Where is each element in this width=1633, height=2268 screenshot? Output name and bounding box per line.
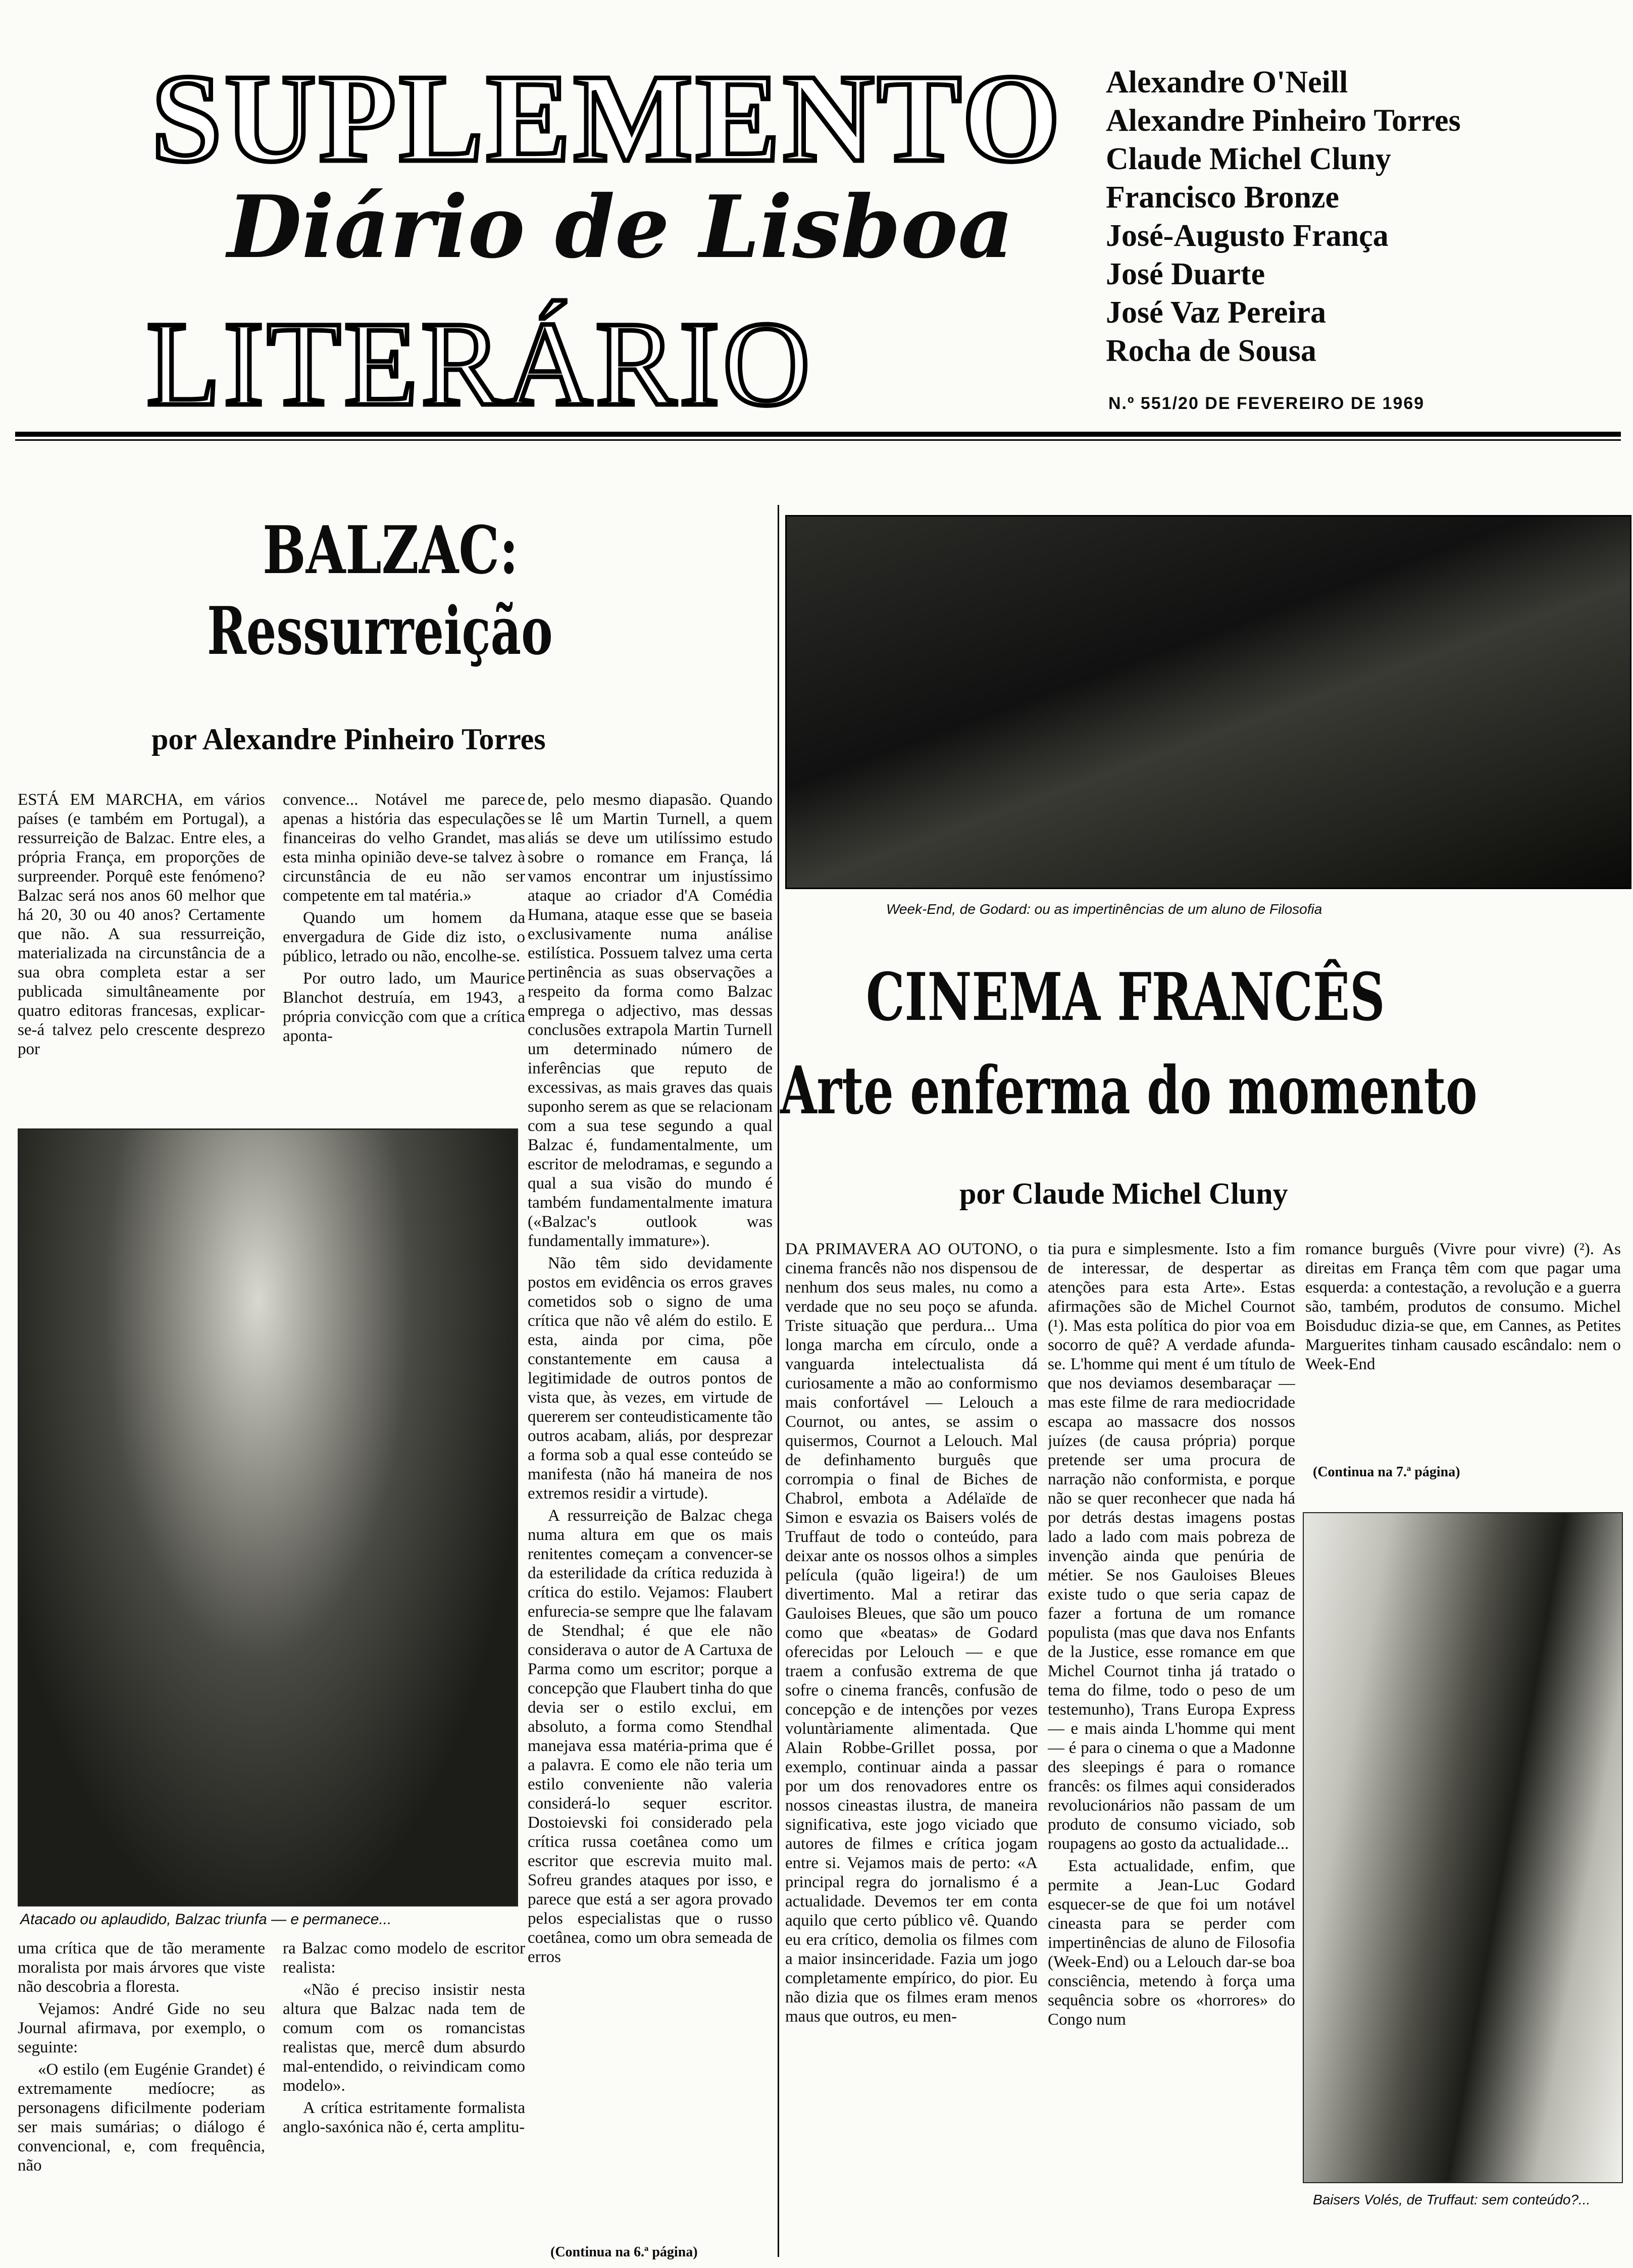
cinema-column-3 [1305,1240,1621,1454]
contributor-name: Alexandre O'Neill [1106,65,1348,99]
column-divider [778,505,779,2257]
cinema-subheadline: Arte enferma do momento [780,1052,1477,1129]
contributor-name: Francisco Bronze [1106,180,1340,215]
paragraph: A crítica estritamente formalista anglo-saxónica não é, certa amplitu- [283,2099,525,2136]
balzac-caricature-photo [18,1128,518,1906]
paragraph: ra Balzac como modelo de escritor realista: [283,1939,525,1977]
contributor-name: José Duarte [1106,257,1265,291]
paragraph: Esta actualidade, enfim, que permite a Jean-Luc Godard esquecer-se de que foi um notável cineasta para se perder com impertinências de aluno de Filosofia (Week-End) ou a Lelouch dar-se boa consciência, metendo à força uma sequência sobre os «horrores» do Congo num [1048,1857,1295,2029]
paragraph: Não têm sido devidamente postos em evidência os erros graves cometidos sob o signo de uma crítica que não vê além do estilo. E esta, ainda por cima, põe constantemente em causa a legitimidade de outros pontos de vista que, às vezes, em virtude de quererem ser conteudisticamente tão outros acabam, aliás, por desprezar a forma sob a qual esse conteúdo se manifesta (não há maneira de nos extremos residir a virtude). [528,1254,773,1503]
paragraph: de, pelo mesmo diapasão. Quando se lê um Martin Turnell, a quem aliás se deve um utilíssimo estudo sobre o romance em França, lá vamos encontrar um injustíssimo ataque ao criador d'A Comédia Humana, ataque esse que se baseia exclusivamente numa análise estilística. Possuem talvez uma certa pertinência as suas observações a respeito da forma como Balzac emprega o adjectivo, mas dessas conclusões extrapola Martin Turnell um determinado número de inferências que reputo de excessivas, as mais graves das quais suponho serem as que se relacionam com a sua tese segundo a qual Balzac é, fundamentalmente, um escritor de melodramas, e segundo a qual a sua visão do mundo é também fundamentalmente imatura («Balzac's outlook was fundamentally immature»). [528,791,773,1250]
contributors-list [1106,63,1621,370]
paragraph: ESTÁ EM MARCHA, em vários países (e também em Portugal), a ressurreição de Balzac. Entre eles, a própria França, em proporções de surpreender. Porquê este fenómeno? Balzac será nos anos 60 melhor que há 20, 30 ou 40 anos? Certamente que não. A sua ressurreição, materializada na circunstância de a sua obra completa estar a ser publicada simultâneamente por quatro editoras francesas, explicar-se-á talvez pelo crescente desprezo por [18,791,265,1058]
balzac-column-3 [528,790,773,2242]
paragraph: Por outro lado, um Maurice Blanchot destruía, em 1943, a própria convicção com que a crítica aponta- [283,969,525,1045]
issue-number-date: N.º 551/20 DE FEVEREIRO DE 1969 [1108,394,1425,413]
paragraph: convence... Notável me parece apenas a história das especulações financeiras do velho Grandet, mas esta minha opinião deve-se talvez à circunstância de eu não ser competente em tal matéria.» [283,791,525,905]
paragraph: «O estilo (em Eugénie Grandet) é extremamente medíocre; as personagens dificilmente poderiam ser mais sumárias; o diálogo é convencional, e, com frequência, não [18,2060,265,2175]
balzac-column-1-bottom [18,1939,265,2252]
paragraph: Quando um homem da envergadura de Gide diz isto, o público, letrado ou não, encolhe-se. [283,909,525,965]
masthead-newspaper-name: Diário de Lisboa [227,177,1014,278]
week-end-photo-caption: Week-End, de Godard: ou as impertinências de um aluno de Filosofia [886,901,1322,917]
paragraph: DA PRIMAVERA AO OUTONO, o cinema francês não nos dispensou de nenhum dos seus males, nu como a verdade que no seu poço se afunda. Triste situação que perdura... Uma longa marcha em círculo, onde a vanguarda intelectualista dá curiosamente a mão ao conformismo mais confortável — Lelouch a Cournot, ou antes, se assim o quisermos, Cournot a Lelouch. Mal de definhamento burguês que corrompia o final de Biches de Chabrol, embota a Adélaïde de Simon e esvazia os Baisers volés de Truffaut de todo o conteúdo, para deixar ante os nossos olhos a simples película (quão ligeira!) de um divertimento. Mal a retirar das Gauloises Bleues, que são um pouco como que «beatas» de Godard oferecidas por Lelouch — e que traem a confusão extrema de que sofre o cinema francês, confusão de concepção e de intenções por vezes voluntàriamente alimentada. Que Alain Robbe-Grillet possa, por exemplo, continuar ainda a passar por um dos renovadores entre os nossos cineastas ilustra, de maneira significativa, este jogo viciado que autores de filmes e crítica jogam entre si. Vejamos mais de perto: «A principal regra do jornalismo é a actualidade. Devemos ter em conta aquilo que certo público vê. Quando eu era crítico, demolia os filmes com a maior insinceridade. Fazia um jogo completamente empírico, do pior. Eu não dizia que os filmes eram menos maus que outros, eu men- [785,1240,1038,2026]
balzac-column-2-top [283,790,525,1113]
baisers-voles-film-still [1303,1512,1623,2183]
masthead-rule [15,432,1621,437]
cinema-headline: CINEMA FRANCÊS [866,958,1385,1036]
paragraph: uma crítica que de tão meramente moralista por mais árvores que viste não descobria a floresta. [18,1939,265,1996]
cinema-byline: por Claude Michel Cluny [959,1177,1288,1210]
cinema-continued-note: (Continua na 7.ª página) [1313,1464,1460,1480]
balzac-subheadline: Ressurreição [207,592,553,669]
masthead-suplemento: SUPLEMENTO [151,48,1063,188]
balzac-column-1-top [18,790,265,1113]
paragraph: Vejamos: André Gide no seu Journal afirmava, por exemplo, o seguinte: [18,2000,265,2056]
balzac-headline: BALZAC: [263,511,519,589]
balzac-byline: por Alexandre Pinheiro Torres [151,723,546,756]
masthead-rule-thin [15,439,1621,441]
paragraph: «Não é preciso insistir nesta altura que Balzac nada tem de comum com os romancistas realistas que, mercê dum absurdo mal-entendido, o reivindicam como modelo». [283,1981,525,2095]
cinema-column-2 [1048,1240,1295,2249]
masthead-literario: LITERÁRIO [146,296,813,431]
cinema-column-1 [785,1240,1038,2249]
contributor-name: José Vaz Pereira [1106,295,1326,330]
paragraph: A ressurreição de Balzac chega numa altura em que os mais renitentes começam a convencer-se da esterilidade da crítica reduzida à crítica do estilo. Vejamos: Flaubert enfurecia-se sempre que lhe falavam de Stendhal; é que ele não considerava o autor de A Cartuxa de Parma como um escritor; porque a concepção que Flaubert tinha do que devia ser o estilo exclui, em absoluto, a forma como Stendhal manejava essa matéria-prima que é a palavra. E como ele não teria um estilo conveniente não valeria considerá-lo sequer escritor. Dostoievski foi considerado pela crítica russa coetânea como um escritor que escrevia muito mal. Sofreu grandes ataques por isso, e parece que está a ser agora provado pelos especialistas que o russo coetânea, como um obra semeada de erros [528,1507,773,1966]
week-end-film-still [785,515,1631,889]
contributor-name: José-Augusto França [1106,219,1389,253]
contributor-name: Alexandre Pinheiro Torres [1106,104,1461,138]
baisers-voles-photo-caption: Baisers Volés, de Truffaut: sem conteúdo?... [1313,2192,1591,2207]
balzac-continued-note: (Continua na 6.ª página) [550,2244,698,2260]
balzac-photo-caption: Atacado ou aplaudido, Balzac triunfa — e permanece... [20,1911,392,1928]
contributor-name: Claude Michel Cluny [1106,142,1391,176]
balzac-column-2-bottom [283,1939,525,2252]
paragraph: romance burguês (Vivre pour vivre) (²). As direitas em França têm com que pagar uma esquerda: a contestação, a revolução e a guerra são, também, produtos de consumo. Michel Boisduduc dizia-se que, em Cannes, as Petites Marguerites tinham causado escândalo: nem o Week-End [1305,1240,1621,1373]
paragraph: tia pura e simplesmente. Isto a fim de interessar, de despertar as atenções para esta Arte». Estas afirmações são de Michel Cournot (¹). Mas esta política do pior voa em socorro de quê? A verdade afunda-se. L'homme qui ment é um título de que nos deviamos desembaraçar — mas este filme de rara mediocridade escapa ao massacre dos nossos juízes (de causa própria) porque pretende ser uma procura de narração não conformista, e porque não se quer reconhecer que nada há por detrás destas imagens postas lado a lado com mais pobreza de invenção ainda que penúria de métier. Se nos Gauloises Bleues existe tudo o que seria capaz de fazer a fortuna de um romance populista (mas que dava nos Enfants de la Justice, esse romance em que Michel Cournot tinha já tratado o tema do filme, todo o peso de um testemunho), Trans Europa Express — e mais ainda L'homme qui ment — é para o cinema o que a Madonne des sleepings é para o romance francês: os filmes aqui considerados revolucionários não passam de um produto de consumo viciado, sob roupagens ao gosto da actualidade... [1048,1240,1295,1853]
contributor-name: Rocha de Sousa [1106,334,1316,368]
